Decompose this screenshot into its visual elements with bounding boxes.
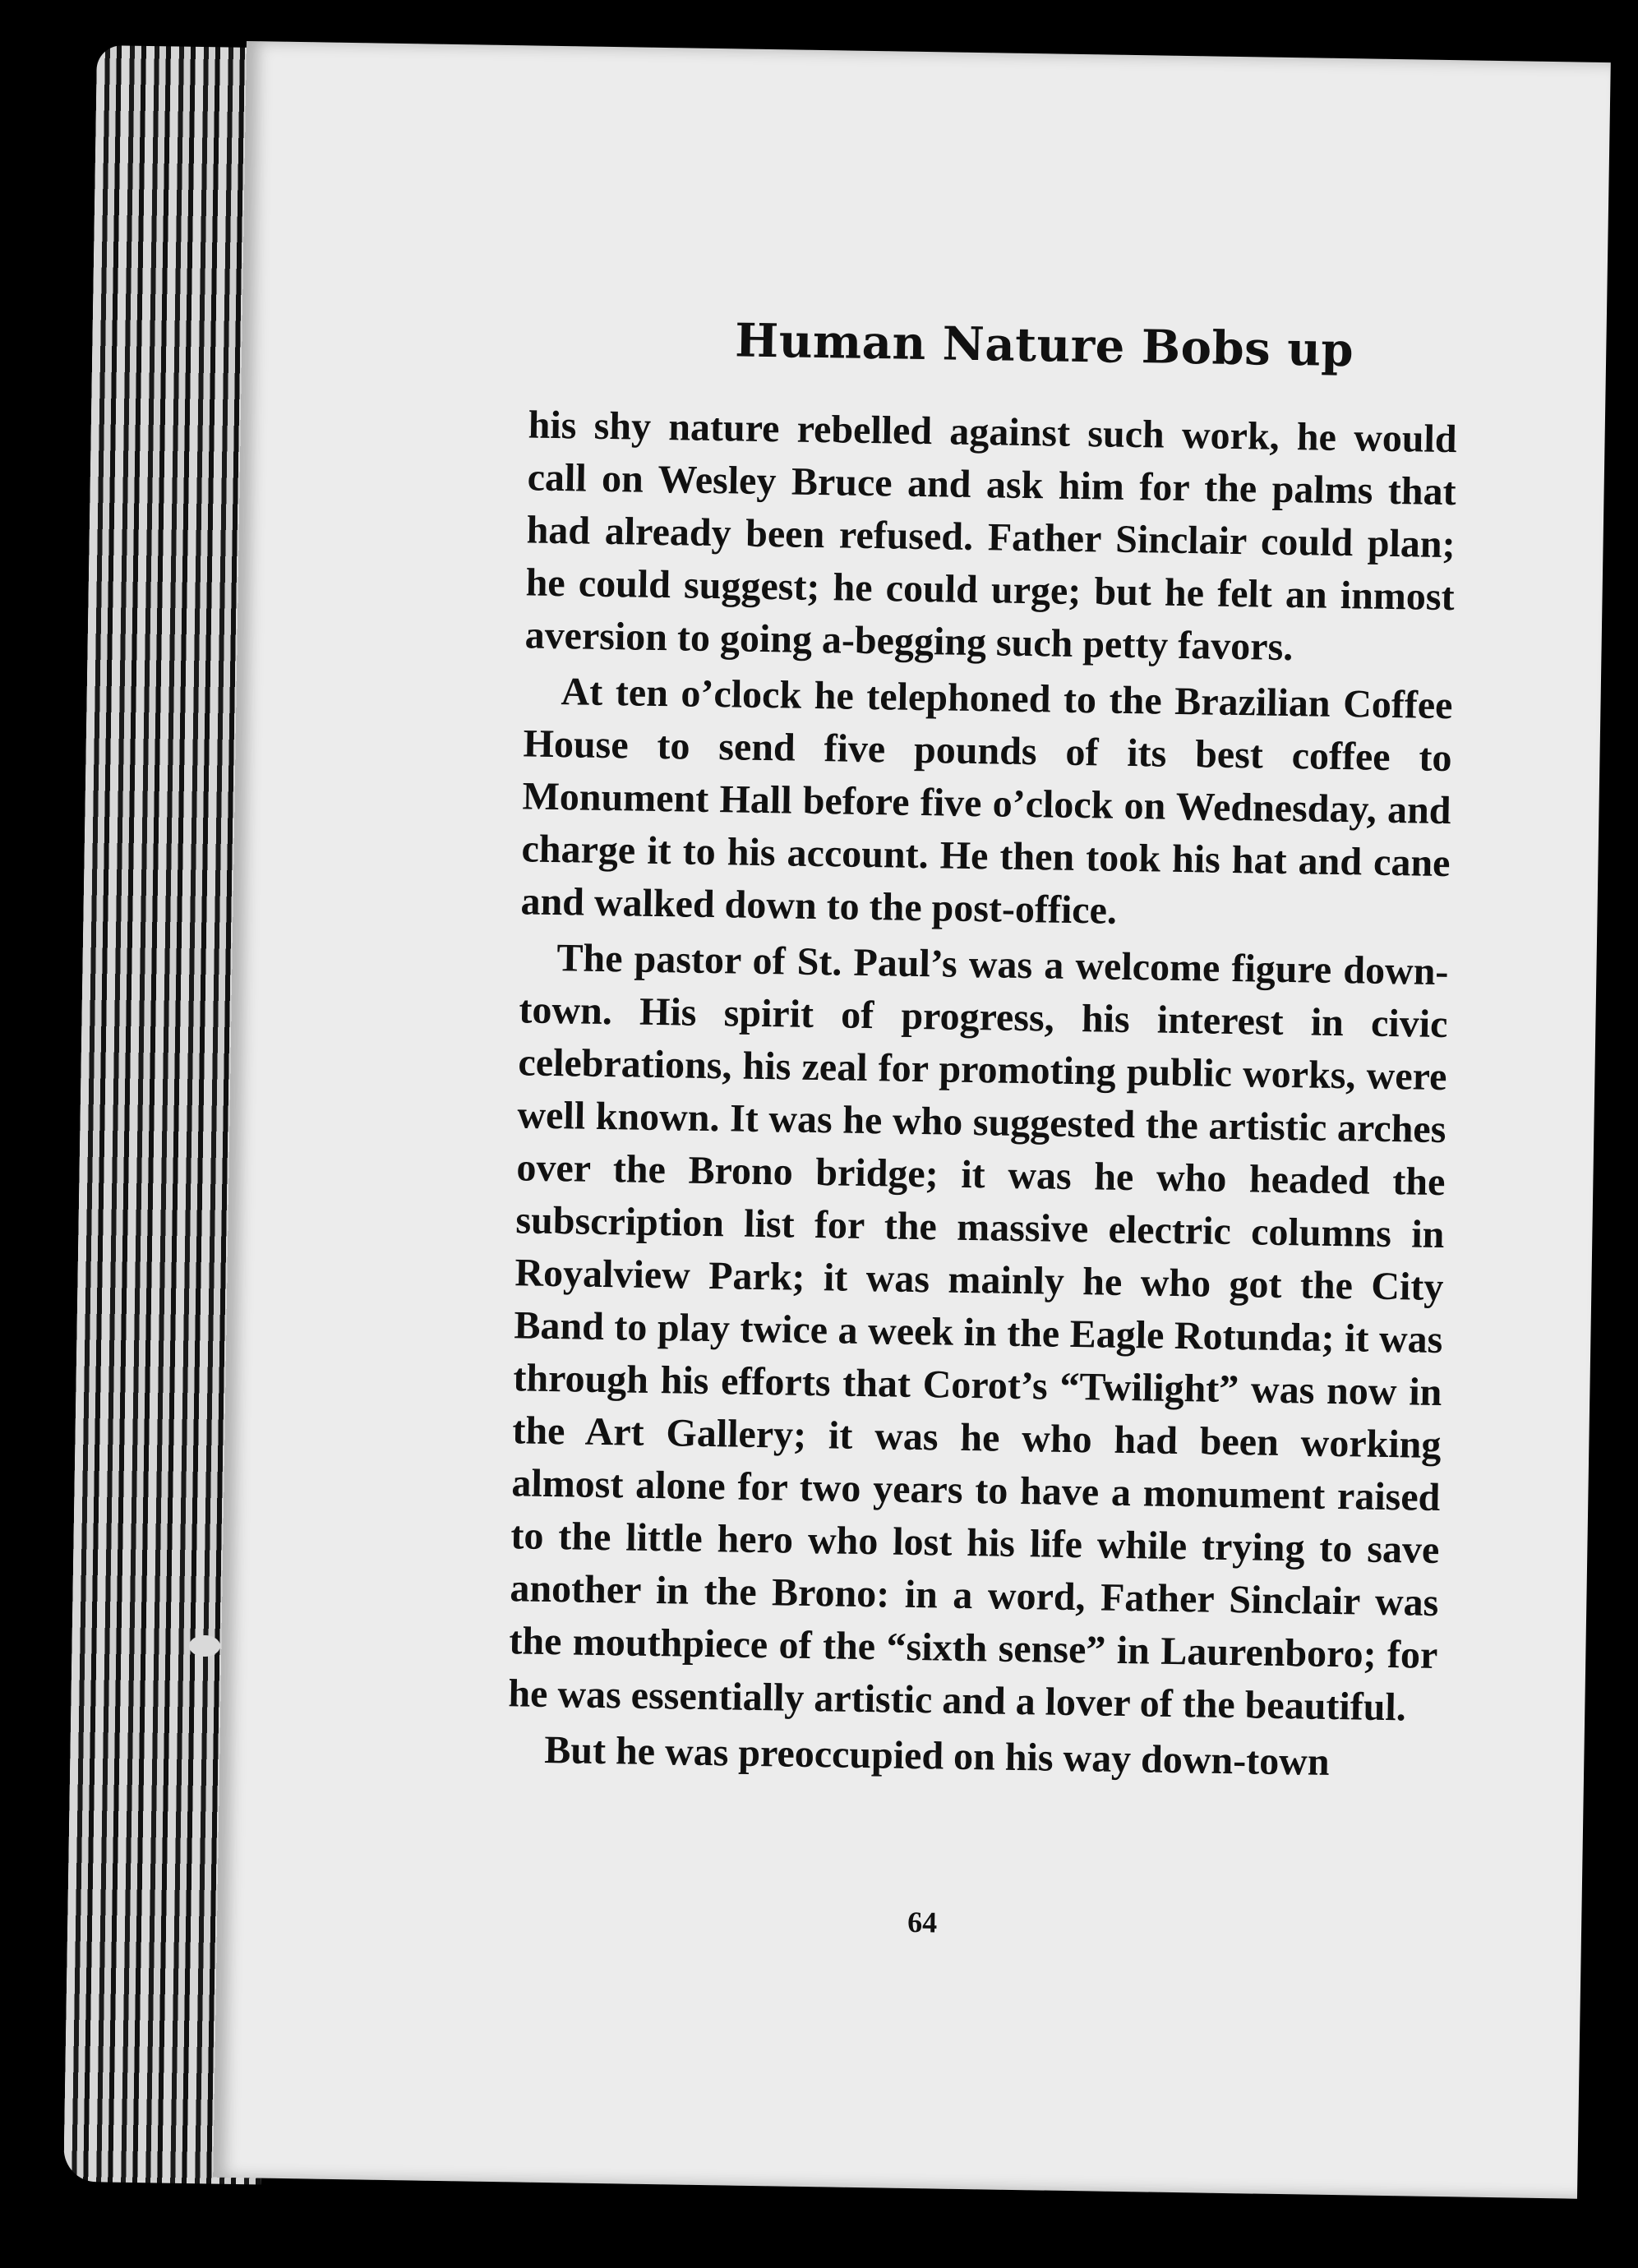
running-head: Human Nature Bobs up xyxy=(734,313,1354,378)
body-text xyxy=(507,399,1457,1794)
paragraph-4: But he was preoccupied on his way down-town xyxy=(543,1727,1330,1784)
paragraph-1: his shy nature rebelled against such work, he would call on Wesley Bruce and ask him for the palms that had already been refused. Father Sinclair could plan; he could suggest; he could urge; but he felt an inmost aversion to going a-begging such petty favors. xyxy=(524,403,1457,670)
page-number: 64 xyxy=(907,1905,938,1939)
paragraph-3: The pastor of St. Paul’s was a welcome figure down-town. His spirit of progress, his interest in civic celebrations, his zeal for promoting public works, were well known. It was he who suggested the artistic arches over the Brono bridge; it was he who headed the subscription list for the massive electric columns in Royalview Park; it was mainly he who got the City Band to play twice a week in the Eagle Rotunda; it was through his efforts that Corot’s “Twilight” was now in the Art Gallery; it was he who had been working almost alone for two years to have a monument raised to the little hero who lost his life while trying to save another in the Brono: in a word, Father Sinclair was the mouthpiece of the “sixth sense” in Laurenboro; for he was essentially artistic and a lover of the beautiful. xyxy=(508,936,1449,1730)
paragraph-2: At ten o’clock he telephoned to the Brazilian Coffee House to send five pounds of its best coffee to Monument Hall before five o’clock on Wednesday, and charge it to his account. He then took his hat and cane and walked down to the post-office. xyxy=(520,670,1453,933)
book-page xyxy=(213,41,1611,2199)
scan-speck xyxy=(189,1635,220,1657)
